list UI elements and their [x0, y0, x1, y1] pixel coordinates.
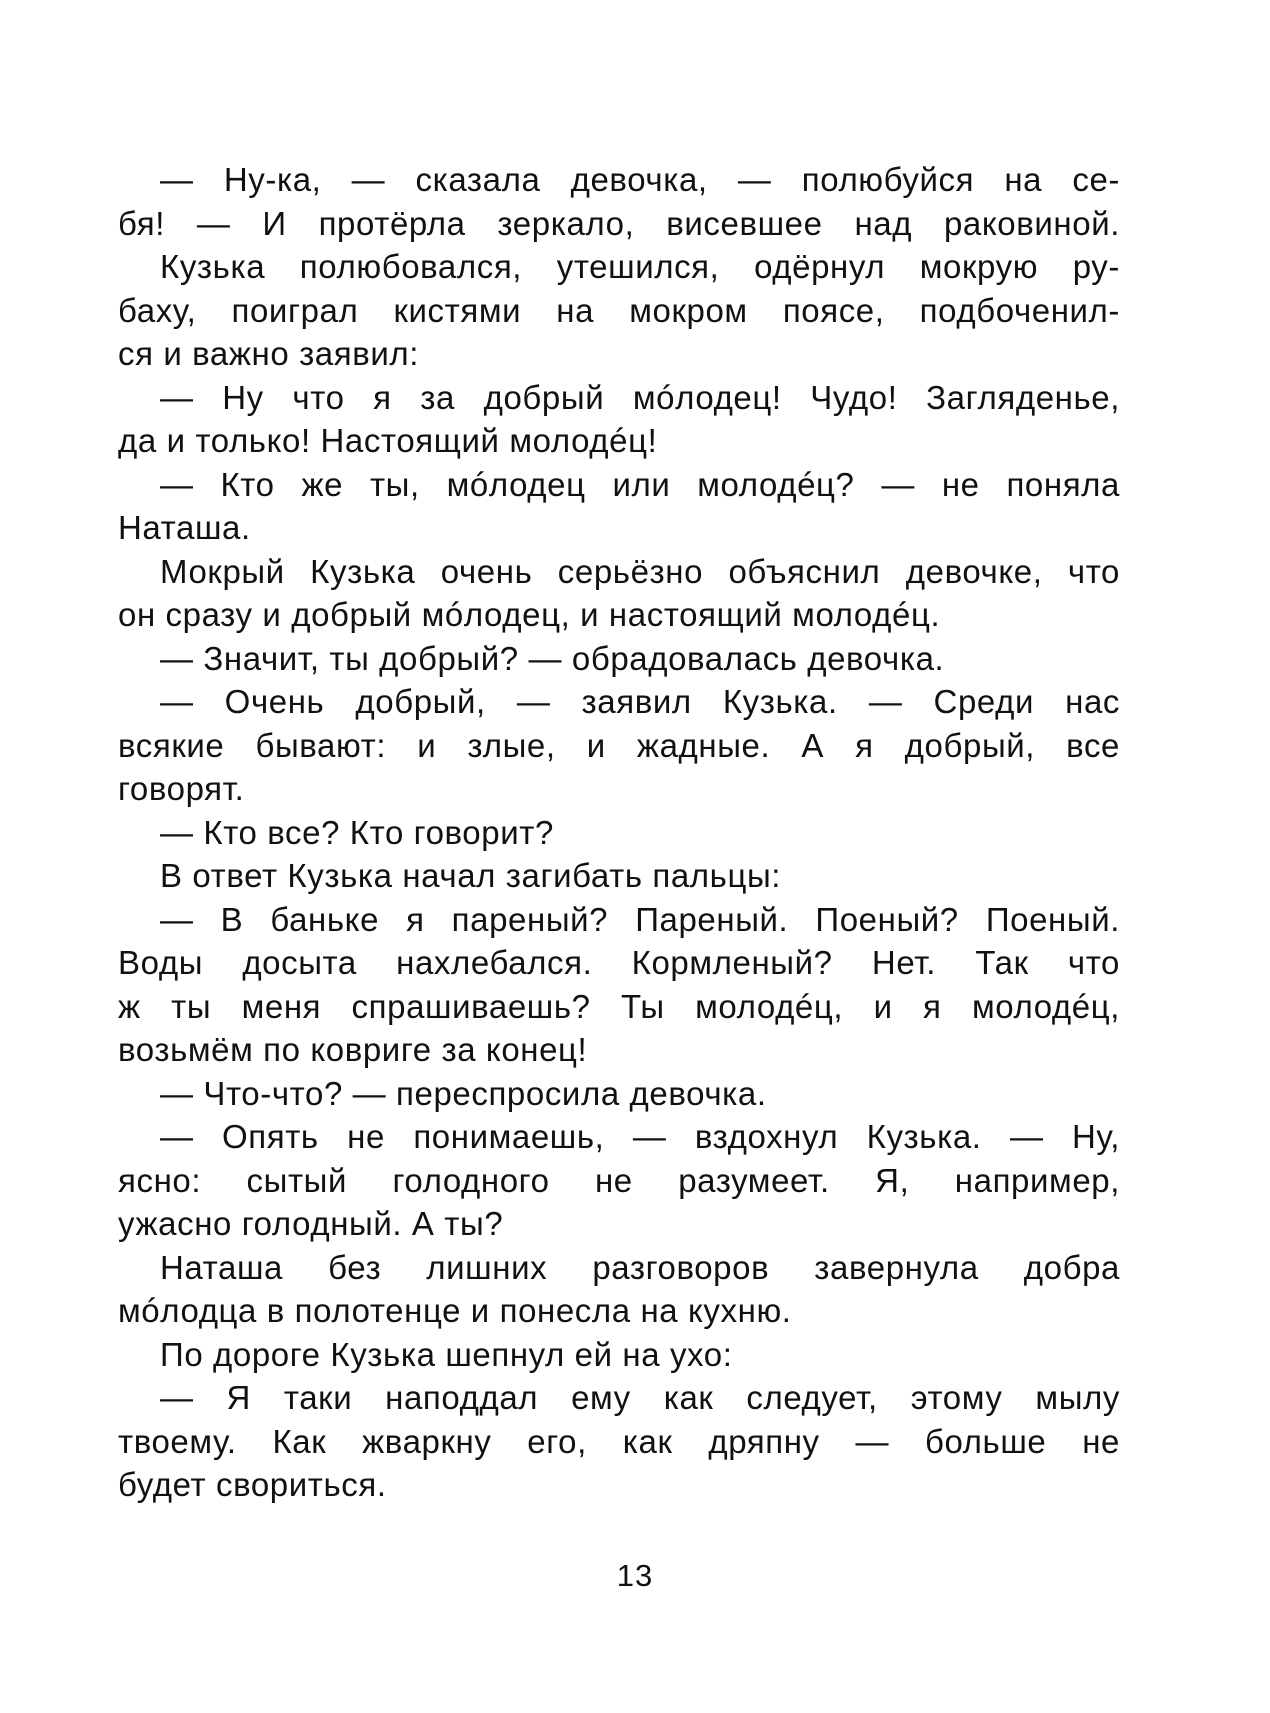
- text-line: Кузька полюбовался, утешился, одёрнул мокрую ру-: [160, 248, 1120, 285]
- text-line: возьмём по ковриге за конец!: [118, 1031, 588, 1068]
- text-line: Наташа.: [118, 509, 251, 546]
- text-line: будет свориться.: [118, 1466, 387, 1503]
- text-line: По дороге Кузька шепнул ей на ухо:: [160, 1335, 733, 1373]
- text-line: ж ты меня спрашиваешь? Ты молодéц, и я молодéц,: [118, 987, 1120, 1025]
- text-line: мóлодца в полотенце и понесла на кухню.: [118, 1292, 792, 1329]
- text-line: — Кто все? Кто говорит?: [160, 813, 554, 851]
- text-line: — Кто же ты, мóлодец или молодéц? — не поняла: [160, 465, 1120, 503]
- text-line: бя! — И протёрла зеркало, висевшее над раковиной.: [118, 204, 1120, 242]
- text-line: — Ну что я за добрый мóлодец! Чудо! Загляденье,: [160, 378, 1120, 416]
- text-line: баху, поиграл кистями на мокром поясе, подбоченил-: [118, 291, 1120, 329]
- text-line: твоему. Как жваркну его, как дряпну — больше не: [118, 1422, 1120, 1460]
- text-line: — Значит, ты добрый? — обрадовалась девочка.: [160, 639, 945, 677]
- text-line: Воды досыта нахлебался. Кормленый? Нет. Так что: [118, 944, 1120, 981]
- text-line: ся и важно заявил:: [118, 335, 420, 372]
- text-line: ясно: сытый голодного не разумеет. Я, например,: [118, 1161, 1120, 1199]
- text-line: — Очень добрый, — заявил Кузька. — Среди нас: [160, 683, 1120, 720]
- text-line: всякие бывают: и злые, и жадные. А я добрый, все: [118, 726, 1120, 764]
- text-line: да и только! Настоящий молодéц!: [118, 422, 658, 459]
- text-line: — В баньке я пареный? Пареный. Поеный? Поеный.: [160, 900, 1120, 938]
- text-line: Наташа без лишних разговоров завернула добра: [160, 1248, 1120, 1286]
- page-number: 13: [616, 1558, 654, 1593]
- text-line: — Что-что? — переспросила девочка.: [160, 1074, 767, 1112]
- text-line: — Я таки наподдал ему как следует, этому мылу: [160, 1379, 1120, 1416]
- body-text: [118, 158, 1120, 1507]
- text-line: В ответ Кузька начал загибать пальцы:: [160, 857, 782, 894]
- text-line: ужасно голодный. А ты?: [118, 1205, 504, 1242]
- text-line: — Ну-ка, — сказала девочка, — полюбуйся на се-: [160, 161, 1120, 198]
- text-line: он сразу и добрый мóлодец, и настоящий молодéц.: [118, 596, 941, 633]
- text-line: — Опять не понимаешь, — вздохнул Кузька. — Ну,: [160, 1118, 1120, 1155]
- text-line: Мокрый Кузька очень серьёзно объяснил девочке, что: [160, 552, 1120, 590]
- text-line: говорят.: [118, 770, 245, 807]
